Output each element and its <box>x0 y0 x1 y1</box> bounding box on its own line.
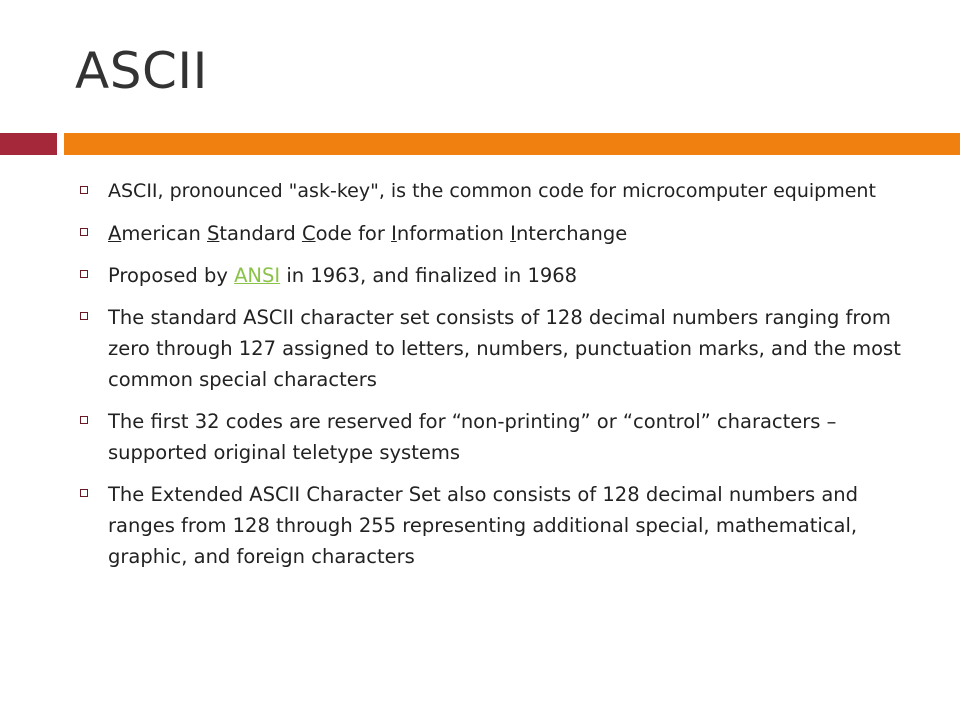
bullet-text: The first 32 codes are reserved for “non-printing” or “control” characters – supported original teletype systems <box>108 410 837 464</box>
ansi-link[interactable]: ANSI <box>234 264 281 287</box>
slide-title: ASCII <box>75 42 208 100</box>
square-bullet-icon <box>80 312 88 320</box>
acronym-initial: C <box>301 222 316 245</box>
bullet-text: The standard ASCII character set consists of 128 decimal numbers ranging from zero through 127 assigned to letters, numbers, punctuation marks, and the most common special characters <box>108 306 901 391</box>
accent-bar-right <box>64 133 960 155</box>
square-bullet-icon <box>80 416 88 424</box>
acronym-initial: I <box>391 222 397 245</box>
bullet-item <box>75 176 915 207</box>
acronym-word-rest: nformation <box>396 222 511 245</box>
acronym-initial: A <box>108 222 122 245</box>
acronym-initial: I <box>510 222 516 245</box>
acronym-word-rest: nterchange <box>515 222 628 245</box>
bullet-text-after-link: in 1963, and finalized in 1968 <box>280 264 578 287</box>
bullet-item <box>75 479 915 572</box>
acronym-word-rest: ode for <box>315 222 392 245</box>
bullet-list <box>75 176 915 583</box>
bullet-item <box>75 406 915 468</box>
bullet-text-before-link: Proposed by <box>108 264 235 287</box>
bullet-item <box>75 260 915 291</box>
bullet-item <box>75 302 915 395</box>
square-bullet-icon <box>80 186 88 194</box>
acronym-initial: S <box>207 222 220 245</box>
bullet-text: The Extended ASCII Character Set also consists of 128 decimal numbers and ranges from 128 through 255 representing additional special, mathematical, graphic, and foreign characters <box>108 483 859 568</box>
bullet-text: ASCII, pronounced "ask-key", is the common code for microcomputer equipment <box>108 180 876 202</box>
square-bullet-icon <box>80 489 88 497</box>
acronym-expansion <box>108 222 627 245</box>
square-bullet-icon <box>80 270 88 278</box>
bullet-item <box>75 218 915 249</box>
acronym-word-rest: merican <box>121 222 207 245</box>
square-bullet-icon <box>80 228 88 236</box>
acronym-word-rest: tandard <box>219 222 302 245</box>
accent-bar-left <box>0 133 57 155</box>
